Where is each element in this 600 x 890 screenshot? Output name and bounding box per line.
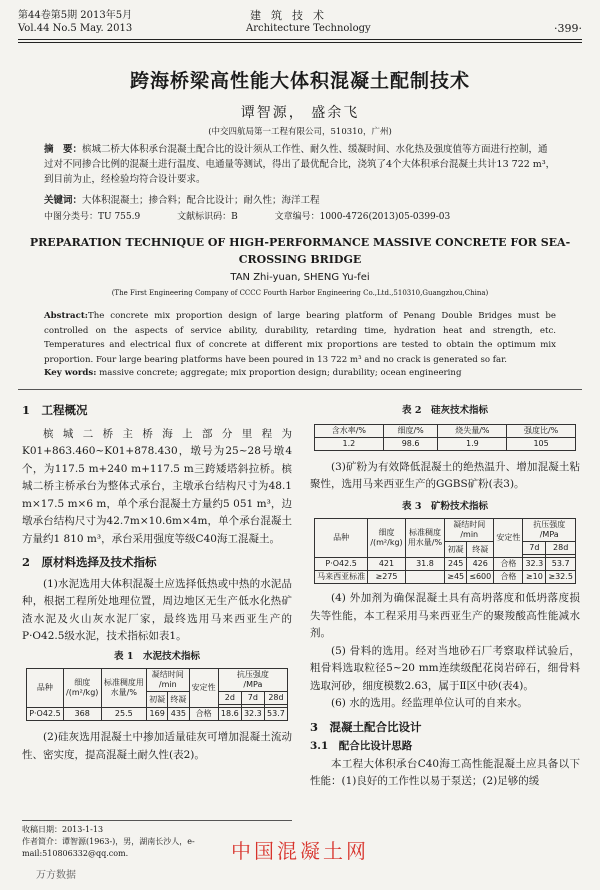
- t1-water: 25.5: [101, 708, 146, 721]
- header-rule-thin: [18, 42, 582, 43]
- t3-std-variety: 马来西亚标准: [315, 571, 368, 584]
- t3-h-comp: 抗压强度 /MPa: [523, 519, 576, 542]
- t1-h-comp: 抗压强度 /MPa: [218, 669, 287, 692]
- t1-h-fineness: 细度 /(m²/kg): [63, 669, 101, 708]
- keywords-cn: [44, 193, 556, 208]
- t1-h-set: 凝结时间 /min: [147, 669, 189, 692]
- table-2-caption: 表 2 硅灰技术指标: [402, 405, 488, 416]
- paragraph-slag: (3)矿粉为有效降低混凝土的绝热温升、增加混凝土粘聚性，选用马来西亚生产的GGBS矿粉(表3)。: [310, 460, 580, 490]
- classification-line: [44, 209, 484, 222]
- table-3: [314, 518, 576, 584]
- t3-std-stability: 合格: [494, 571, 523, 584]
- t3-h-stability: 安定性: [494, 519, 523, 558]
- t3-stability: 合格: [494, 558, 523, 571]
- t2-fineness: 98.6: [383, 437, 438, 450]
- header-rule: [18, 39, 582, 40]
- t1-variety: P·O42.5: [27, 708, 64, 721]
- abstract-cn: [44, 142, 556, 187]
- issue-cn: 第44卷第5期 2013年5月: [18, 10, 133, 21]
- t3-7d: 32.3: [523, 558, 546, 571]
- t1-h-variety: 品种: [27, 669, 64, 708]
- section-divider: [18, 389, 582, 390]
- english-authors: TAN Zhi-yuan, SHENG Yu-fei: [230, 272, 370, 283]
- page-number: ·399·: [554, 22, 582, 35]
- t3-init: 245: [445, 558, 467, 571]
- t1-h-final: 终凝: [168, 692, 189, 708]
- table-1-caption: 表 1 水泥技术指标: [114, 650, 200, 662]
- affiliation: (中交四航局第一工程有限公司，510310，广州): [208, 127, 392, 137]
- t2-loss: 1.9: [438, 437, 507, 450]
- abstract-label: 摘 要：: [44, 144, 83, 155]
- clc-number: 中图分类号：TU 755.9: [44, 212, 141, 222]
- t3-h-final: 终凝: [467, 542, 494, 558]
- journal-cn: 建筑技术: [250, 9, 334, 22]
- t1-h-stability: 安定性: [189, 669, 218, 708]
- right-column: [310, 402, 580, 791]
- t3-fineness: 421: [368, 558, 406, 571]
- t3-h-fineness: 细度 /(m²/kg): [368, 519, 406, 558]
- keywords-text: 大体积混凝土；掺合料；配合比设计；耐久性；海洋工程: [82, 195, 320, 206]
- t2-strength: 105: [507, 437, 576, 450]
- paragraph-cement: (1)水泥选用大体积混凝土应选择低热或中热的水泥品种，根据工程所处地理位置，周边地区无生产低水化热矿渣水泥及火山灰水泥厂家，最终选用马来西亚生产的P·O42.5级水泥，技术指标如表1。: [22, 577, 292, 642]
- t3-water: 31.8: [405, 558, 444, 571]
- left-column: [22, 402, 292, 764]
- article-number: 文章编号：1000-4726(2013)05-0399-03: [274, 212, 451, 222]
- section-1-heading: 1 工程概况: [22, 403, 88, 417]
- t1-h-7d: 7d: [241, 692, 264, 705]
- received-date: 收稿日期：2013-1-13: [22, 825, 104, 834]
- english-abstract-label: Abstract:: [44, 311, 88, 321]
- doc-code: 文献标识码：B: [177, 212, 238, 222]
- table-2: [314, 424, 576, 451]
- t3-h-set: 凝结时间 /min: [445, 519, 494, 542]
- t1-stability: 合格: [189, 708, 218, 721]
- t1-final: 435: [168, 708, 189, 721]
- t1-h-water: 标准稠度用 水量/%: [101, 669, 146, 708]
- t2-h-fineness: 细度/%: [383, 424, 438, 437]
- keywords-label: 关键词：: [44, 195, 83, 206]
- english-affiliation: (The First Engineering Company of CCCC Fourth Harbor Engineering Co.,Ltd.,510310,Guangzhou,China): [111, 289, 489, 297]
- t3-std-28d: ≥32.5: [546, 571, 576, 584]
- t3-variety: P·O42.5: [315, 558, 368, 571]
- t3-28d: 53.7: [546, 558, 576, 571]
- t2-moisture: 1.2: [315, 437, 384, 450]
- paragraph-overview: 槟城二桥主桥海上部分里程为K01+863.460~K01+878.430，墩号为25~28号墩4个，为117.5 m+240 m+117.5 m三跨矮塔斜拉桥。槟城二桥主桥承台为整体式承台，主墩承台结构尺寸为48.1 m×17.5 m×6 m，单个承台混凝土方量约5 051 m³，边墩承台结构尺寸为42.7m×10.6m×4m，单个承台混凝土方量约1 810 m³，承台采用强度等级C40海工混凝土。: [22, 427, 292, 545]
- t3-h-7d: 7d: [523, 542, 546, 555]
- t1-init: 169: [147, 708, 168, 721]
- t1-7d: 32.3: [241, 708, 264, 721]
- english-keywords-text: massive concrete; aggregate; mix proportion design; durability; ocean engineering: [99, 368, 462, 378]
- section-3-1-heading: 3.1 配合比设计思路: [310, 740, 413, 752]
- english-title: PREPARATION TECHNIQUE OF HIGH-PERFORMANCE MASSIVE CONCRETE FOR SEA-CROSSING BRIDGE: [29, 236, 571, 266]
- english-keywords: [44, 368, 556, 378]
- t2-h-loss: 烧失量/%: [438, 424, 507, 437]
- english-abstract: [44, 309, 556, 367]
- t3-h-28d: 28d: [546, 542, 576, 555]
- t1-2d: 18.6: [218, 708, 241, 721]
- issue-en: Vol.44 No.5 May. 2013: [18, 23, 133, 34]
- paragraph-aggregate: (5) 骨料的选用。经对当地砂石厂考察取样试验后，粗骨料选取粒径5~20 mm连续级配花岗岩碎石，细骨料选取河砂，细度模数2.63，属于Ⅱ区中砂(表4)。: [310, 644, 580, 692]
- section-3-heading: 3 混凝土配合比设计: [310, 719, 422, 734]
- t3-std-water: [405, 571, 444, 584]
- abstract-text: 槟城二桥大体积承台混凝土配合比的设计须从工作性、耐久性、缓凝时间、水化热及强度值等方面进行控制，通过对不同掺合比例的混凝土进行温度、电通量等测试，得出了最优配合比，浇筑了4个大体积承台混凝土共计13 722 m³，到目前为止，经检验均符合设计要求。: [44, 144, 556, 185]
- table-1: [26, 668, 288, 721]
- t3-std-final: ≤600: [467, 571, 494, 584]
- t3-h-init: 初凝: [445, 542, 467, 558]
- journal-en: Architecture Technology: [246, 23, 371, 34]
- t3-h-water: 标准稠度 用水量/%: [405, 519, 444, 558]
- paper-title: 跨海桥梁高性能大体积混凝土配制技术: [129, 70, 470, 92]
- t2-h-moisture: 含水率/%: [315, 424, 384, 437]
- t3-h-variety: 品种: [315, 519, 368, 558]
- section-2-heading: 2 原材料选择及技术指标: [22, 555, 157, 569]
- running-header: [18, 6, 582, 50]
- t1-h-2d: 2d: [218, 692, 241, 705]
- author-bio: 作者简介：谭智源(1963-)，男，湖南长沙人，e-mail:510806332@qq.com.: [22, 837, 195, 858]
- t1-fineness: 368: [63, 708, 101, 721]
- t3-std-7d: ≥10: [523, 571, 546, 584]
- t1-h-28d: 28d: [264, 692, 287, 705]
- paragraph-silica: (2)硅灰选用混凝土中掺加适量硅灰可增加混凝土流动性、密实度，提高混凝土耐久性(表2)。: [22, 731, 292, 761]
- t3-final: 426: [467, 558, 494, 571]
- t1-h-init: 初凝: [147, 692, 168, 708]
- paragraph-admixture: (4) 外加剂为确保混凝土具有高坍落度和低坍落度损失等性能，本工程采用马来西亚生产的聚羧酸高性能减水剂。: [310, 592, 580, 639]
- t2-h-strength: 强度比/%: [507, 424, 576, 437]
- wanfang-mark: 万方数据: [36, 870, 76, 881]
- t3-std-fineness: ≥275: [368, 571, 406, 584]
- paragraph-design: 本工程大体积承台C40海工高性能混凝土应具备以下性能：(1)良好的工作性以易于泵送；(2)足够的缓: [310, 757, 580, 787]
- t3-std-init: ≥45: [445, 571, 467, 584]
- english-abstract-text: The concrete mix proportion design of large bearing platform of Penang Double Bridges must be controlled on the aspects of service ability, durability, retarding time, hydration heat and strength, etc. Temperatures and electrical flux of concrete at different mix proportions are tested to obtain the optimum mix proportion. Four large bearing platforms have been poured in 13 722 m³ and no crack is generated so far.: [44, 311, 556, 365]
- paragraph-water: (6) 水的选用。经监理单位认可的自来水。: [331, 697, 528, 709]
- english-keywords-label: Key words:: [44, 368, 97, 378]
- authors: 谭智源， 盛余飞: [240, 105, 360, 121]
- table-3-caption: 表 3 矿粉技术指标: [402, 500, 488, 512]
- watermark: 中国混凝土网: [231, 839, 369, 863]
- t1-28d: 53.7: [264, 708, 287, 721]
